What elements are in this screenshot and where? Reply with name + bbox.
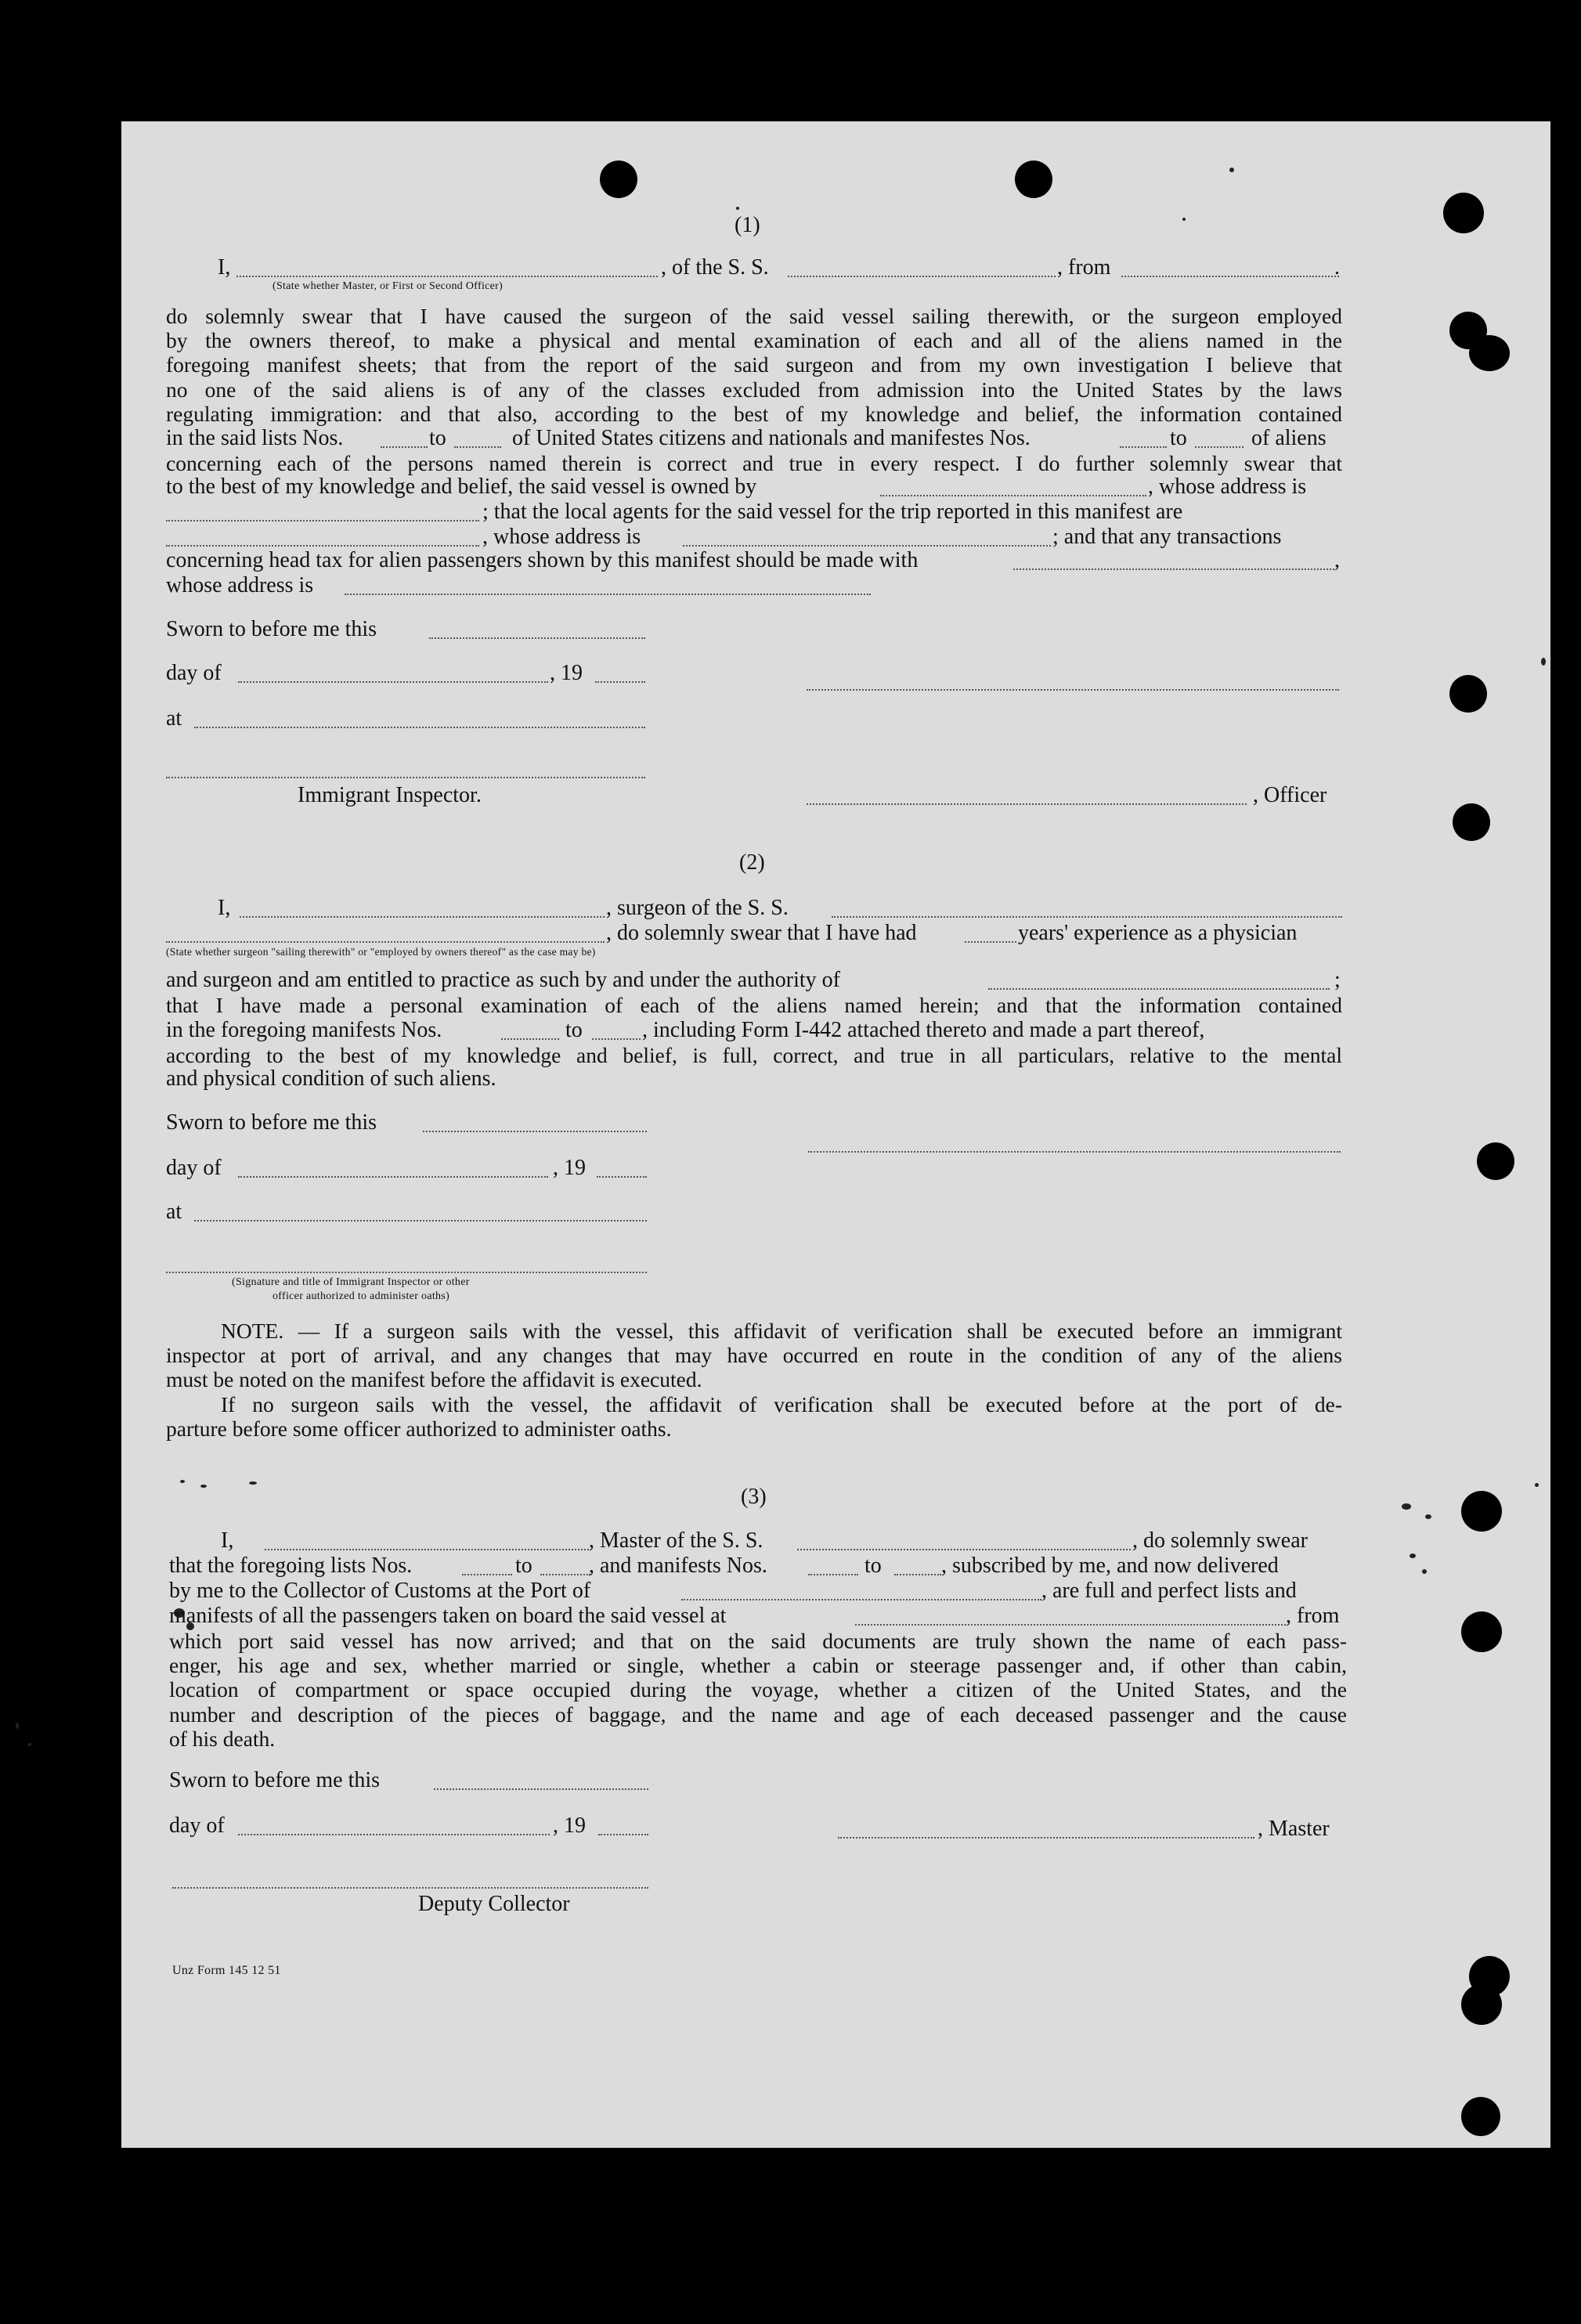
punch-hole	[1461, 1984, 1502, 2025]
master-signature-line[interactable]	[838, 1837, 1254, 1839]
whose-address-label-2: whose address is	[166, 573, 314, 597]
note-line: must be noted on the manifest before the affidavit is executed.	[166, 1367, 702, 1392]
of-aliens-label: of aliens	[1251, 426, 1327, 450]
to-label-3b: to	[864, 1554, 882, 1578]
manifests-nos-label: of United States citizens and nationals and manifestes Nos.	[512, 426, 1031, 450]
officer-signature-line[interactable]	[807, 689, 1339, 691]
form-number: Unz Form 145 12 51	[172, 1964, 281, 1977]
years-experience-label: years' experience as a physician	[1018, 921, 1298, 945]
local-agents-label: ; that the local agents for the said vessel for the trip reported in this manifest are	[482, 500, 1183, 524]
punch-hole	[1449, 675, 1487, 713]
surgeon-status-note: (State whether surgeon "sailing therewith" or "employed by owners thereof" as the case may be)	[166, 946, 596, 958]
punch-hole	[1015, 161, 1052, 198]
owner-address-field[interactable]	[166, 520, 479, 521]
body-line: foregoing manifest sheets; that from the report of the said surgeon and from my own investigation I believe that	[166, 352, 1342, 377]
owner-field[interactable]	[880, 495, 1146, 496]
punch-hole	[1453, 803, 1490, 841]
month-field-3[interactable]	[238, 1834, 550, 1835]
note-line: inspector at port of arrival, and any changes that may have occurred en route in the condition of any of the aliens	[166, 1343, 1342, 1368]
year-prefix-2: , 19	[553, 1156, 586, 1180]
ink-speck	[200, 1485, 207, 1488]
sworn-label-3: Sworn to before me this	[169, 1768, 381, 1792]
inspector-signature-line-2[interactable]	[166, 1272, 647, 1273]
agents-field[interactable]	[166, 545, 479, 547]
at-place-field-2[interactable]	[194, 1220, 647, 1222]
ink-speck	[1425, 1514, 1431, 1519]
manifests-from-field[interactable]	[1120, 446, 1167, 448]
note-line: If no surgeon sails with the vessel, the affidavit of verification shall be executed before at the port of de-	[221, 1391, 1342, 1416]
punch-hole	[1443, 193, 1484, 233]
manifests-to-field-3[interactable]	[894, 1574, 941, 1575]
ink-speck	[1541, 658, 1546, 666]
section-2-i: I,	[218, 896, 231, 920]
surgeon-signature-line[interactable]	[808, 1151, 1341, 1153]
years-field[interactable]	[965, 941, 1016, 943]
section-3-i: I,	[221, 1528, 234, 1553]
month-field-1[interactable]	[238, 681, 548, 683]
swear-had-label: , do solemnly swear that I have had	[606, 921, 917, 945]
manifests-from-field-3[interactable]	[808, 1574, 858, 1575]
day-of-label-3: day of	[169, 1813, 225, 1838]
section-2-line-e: and physical condition of such aliens.	[166, 1066, 496, 1091]
taken-on-board-label: manifests of all the passengers taken on board the said vessel at	[169, 1604, 727, 1628]
ink-speck	[1182, 218, 1186, 221]
manifests-nos-label-3: , and manifests Nos.	[589, 1554, 767, 1578]
note-paragraph	[166, 1319, 1342, 1441]
body-line: no one of the said aliens is of any of the classes excluded from admission into the United States by the laws	[166, 377, 1342, 402]
ink-speck	[1535, 1483, 1539, 1487]
surgeon-name-field[interactable]	[240, 916, 605, 918]
ink-speck	[1402, 1503, 1411, 1510]
subscribed-label: , subscribed by me, and now delivered	[941, 1554, 1279, 1578]
head-tax-label: concerning head tax for alien passengers shown by this manifest should be made with	[166, 548, 919, 572]
officer-note: (State whether Master, or First or Second Officer)	[273, 280, 504, 292]
year-field-1[interactable]	[595, 681, 645, 683]
surgeon-vessel-field[interactable]	[832, 916, 1342, 918]
section-1-number: (1)	[735, 213, 760, 237]
from-label-3: , from	[1286, 1604, 1340, 1628]
year-field-3[interactable]	[598, 1834, 648, 1835]
body-line: according to the best of my knowledge and belief, is full, correct, and true in all particulars, relative to the mental	[166, 1043, 1342, 1067]
section-2-line-d	[166, 1043, 1342, 1067]
whose-address-label: , whose address is	[1148, 475, 1307, 499]
manifests-from-field-2[interactable]	[501, 1038, 559, 1040]
semicolon: ;	[1334, 968, 1341, 992]
from-port-field[interactable]	[1121, 276, 1339, 277]
ink-speck	[16, 1723, 19, 1729]
body-line: enger, his age and sex, whether married or single, whether a cabin or steerage passenger and, if other than cabin,	[169, 1653, 1347, 1678]
punch-hole	[1461, 2097, 1500, 2136]
master-vessel-field[interactable]	[797, 1549, 1131, 1550]
lists-nos-label-3: that the foregoing lists Nos.	[169, 1554, 413, 1578]
year-prefix-3: , 19	[553, 1813, 586, 1838]
punch-hole	[1469, 335, 1510, 371]
lists-from-field-3[interactable]	[462, 1574, 512, 1575]
body-line: that I have made a personal examination of each of the aliens named herein; and that the information contained	[166, 993, 1342, 1017]
lists-from-field[interactable]	[381, 446, 428, 448]
punch-hole	[600, 161, 637, 198]
master-name-field[interactable]	[265, 1549, 589, 1550]
day-of-label-2: day of	[166, 1156, 222, 1180]
ink-speck	[1410, 1554, 1416, 1558]
to-label: to	[429, 426, 446, 450]
section-1-line7	[166, 451, 1342, 475]
lists-to-field-3[interactable]	[540, 1574, 590, 1575]
manifests-to-field[interactable]	[1195, 446, 1244, 448]
full-perfect-label: , are full and perfect lists and	[1041, 1579, 1297, 1603]
from-label: , from	[1057, 255, 1111, 280]
of-ss-label: , of the S. S.	[661, 255, 769, 280]
officer-name-field[interactable]	[236, 276, 658, 277]
vessel-name-field[interactable]	[788, 276, 1056, 277]
period: .	[1334, 255, 1340, 280]
agents-address-label: , whose address is	[482, 525, 641, 549]
transactions-label: ; and that any transactions	[1052, 525, 1282, 549]
punch-hole	[1477, 1142, 1514, 1180]
officer-title-line[interactable]	[807, 803, 1247, 805]
section-1-i: I,	[218, 255, 231, 280]
deputy-collector-title: Deputy Collector	[418, 1892, 570, 1916]
to-label: to	[1170, 426, 1187, 450]
head-tax-address-field[interactable]	[345, 594, 871, 595]
owned-by-label: to the best of my knowledge and belief, the said vessel is owned by	[166, 475, 757, 499]
at-label-2: at	[166, 1200, 182, 1224]
officer-title: , Officer	[1253, 783, 1327, 807]
day-of-label-1: day of	[166, 661, 222, 685]
master-title: , Master	[1258, 1817, 1330, 1841]
ink-speck	[736, 207, 739, 210]
port-field[interactable]	[681, 1599, 1041, 1600]
embark-port-field[interactable]	[855, 1624, 1286, 1626]
signature-note-1: (Signature and title of Immigrant Inspector or other	[232, 1276, 470, 1288]
authority-field[interactable]	[988, 988, 1330, 990]
at-label-1: at	[166, 706, 182, 731]
surgeon-of-label: , surgeon of the S. S.	[606, 896, 789, 920]
body-line: regulating immigration: and that also, according to the best of my knowledge and belief, the information contained	[166, 401, 1342, 426]
to-label-2: to	[565, 1018, 583, 1042]
do-solemnly-swear-label: , do solemnly swear	[1132, 1528, 1308, 1553]
section-1-body	[166, 304, 1342, 426]
body-line: do solemnly swear that I have caused the surgeon of the said vessel sailing therewith, or the surgeon employed	[166, 304, 1342, 328]
sworn-date-field-1[interactable]	[429, 637, 645, 639]
surgeon-status-field[interactable]	[166, 941, 605, 943]
inspector-title: Immigrant Inspector.	[298, 783, 482, 807]
manifests-nos-label-2: in the foregoing manifests Nos.	[166, 1018, 442, 1042]
manifests-to-field-2[interactable]	[592, 1038, 641, 1040]
ink-speck	[1422, 1569, 1427, 1574]
note-line: parture before some officer authorized to administer oaths.	[166, 1416, 672, 1441]
to-label-3a: to	[515, 1554, 532, 1578]
body-line: location of compartment or space occupied during the voyage, whether a citizen of the United States, and the	[169, 1677, 1347, 1702]
punch-hole	[1461, 1491, 1502, 1532]
form-i442-label: , including Form I-442 attached thereto and made a part thereof,	[642, 1018, 1205, 1042]
section-3-number: (3)	[741, 1485, 767, 1509]
head-tax-agent-field[interactable]	[1013, 568, 1334, 570]
deputy-signature-line[interactable]	[172, 1887, 648, 1889]
ink-speck	[180, 1480, 185, 1483]
body-line: which port said vessel has now arrived; and that on the said documents are truly shown the name of each pass-	[169, 1629, 1347, 1653]
agents-address-field[interactable]	[683, 545, 1051, 547]
ink-speck	[28, 1743, 31, 1746]
section-2-number: (2)	[739, 850, 765, 875]
master-of-label: , Master of the S. S.	[589, 1528, 763, 1553]
sworn-label-2: Sworn to before me this	[166, 1110, 377, 1135]
authority-label: and surgeon and am entitled to practice as such by and under the authority of	[166, 968, 840, 992]
ink-speck	[249, 1481, 257, 1485]
sworn-date-field-2[interactable]	[423, 1131, 647, 1132]
inspector-signature-line[interactable]	[166, 777, 645, 778]
signature-note-2: officer authorized to administer oaths)	[273, 1290, 450, 1302]
body-line: concerning each of the persons named therein is correct and true in every respect. I do further solemnly swear that	[166, 451, 1342, 475]
section-3-body	[169, 1629, 1347, 1751]
body-line: number and description of the pieces of baggage, and the name and age of each deceased passenger and the cause	[169, 1702, 1347, 1727]
comma: ,	[1334, 548, 1340, 572]
year-prefix-1: , 19	[550, 661, 583, 685]
collector-port-label: by me to the Collector of Customs at the Port of	[169, 1579, 591, 1603]
body-line: by the owners thereof, to make a physical and mental examination of each and all of the aliens named in the	[166, 328, 1342, 353]
punch-hole	[1461, 1611, 1502, 1652]
note-line: NOTE. — If a surgeon sails with the vessel, this affidavit of verification shall be executed before an immigrant	[221, 1319, 1342, 1343]
section-2-line-b	[166, 993, 1342, 1017]
at-place-field-1[interactable]	[194, 727, 645, 728]
year-field-2[interactable]	[597, 1176, 647, 1178]
lists-to-field[interactable]	[454, 446, 501, 448]
sworn-label-1: Sworn to before me this	[166, 617, 377, 641]
ink-speck	[1229, 168, 1234, 172]
sworn-date-field-3[interactable]	[434, 1788, 648, 1790]
month-field-2[interactable]	[238, 1176, 548, 1178]
lists-nos-label: in the said lists Nos.	[166, 426, 344, 450]
body-line: of his death.	[169, 1726, 276, 1751]
